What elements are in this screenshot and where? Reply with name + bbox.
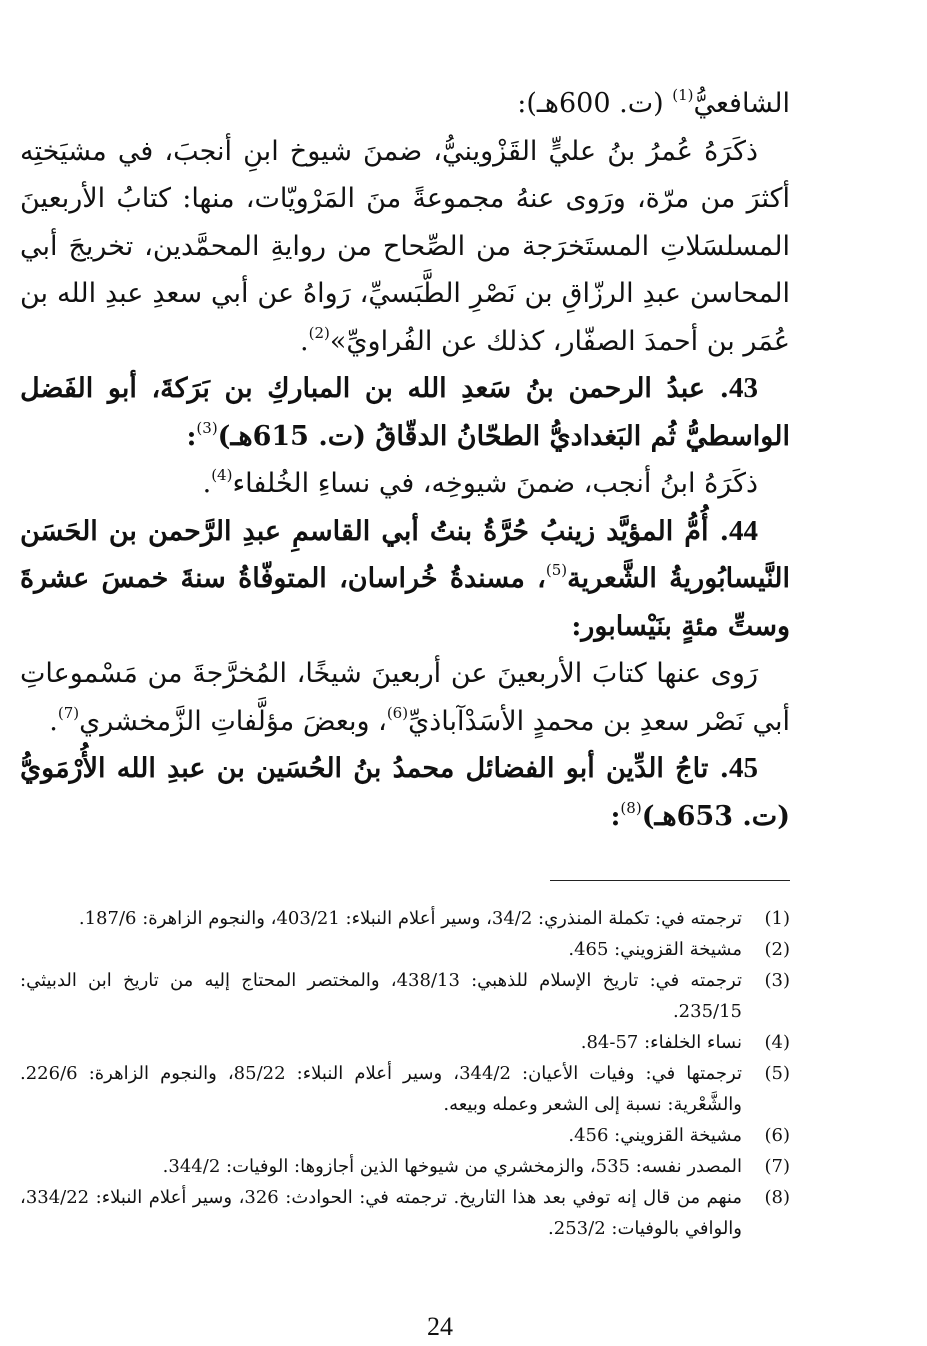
- footnote-text: مشيخة القزويني: 465.: [568, 939, 742, 960]
- footnote-number: (7): [764, 1156, 790, 1177]
- footnote-text: نساء الخلفاء: 57-84.: [580, 1032, 742, 1053]
- footnote-number: (6): [764, 1125, 790, 1146]
- footnote-5: [20, 1058, 790, 1120]
- footnote-text: المصدر نفسه: 535، والزمخشري من شيوخها الذين أجازوها: الوفيات: 344/2.: [162, 1156, 742, 1177]
- footnote-number: (4): [764, 1032, 790, 1053]
- footnote-number: (5): [764, 1063, 790, 1084]
- footnote-3: [20, 965, 790, 1027]
- paragraph-4: ذكَرَهُ ابنُ أنجب، ضمنَ شيوخِه، في نساءِ الخُلفاء$^{(4)}$.: [202, 466, 758, 499]
- paragraph-1: الشافعيُّ$^{(1)}$ (ت. 600هـ):: [517, 86, 790, 119]
- entry-number: 45: [729, 752, 758, 784]
- footnote-number: (8): [764, 1187, 790, 1208]
- footnote-4: [20, 1027, 790, 1058]
- footnote-1: [20, 903, 790, 934]
- entry-44: 44. أُمُّ المؤيَّد زينبُ حُرَّةُ بنتُ أبي القاسمِ عبدِ الرَّحمن بن الحَسَن النَّيسابُوريةُ الشَّعرية$^{(5)}$، مسندةُ خُراسان، المتوفّاةُ سنةَ خمسَ عشرةَ وستِّ مئةٍ بنَيْسابور:: [20, 514, 790, 642]
- entry-45: 45. تاجُ الدِّين أبو الفضائل محمدُ بنُ الحُسَين بن عبدِ الله الأُرْمَويُّ (ت. 653هـ)$^{(8)}$:: [20, 752, 790, 832]
- footnote-text: ترجمتها في: وفيات الأعيان: 344/2، وسير أعلام النبلاء: 85/22، والنجوم الزاهرة: 226/6. والشَّعْرية: نسبة إلى الشعر وعمله وبيعه.: [20, 1063, 742, 1115]
- footnote-text: مشيخة القزويني: 456.: [568, 1125, 742, 1146]
- page-number: 24: [427, 1312, 453, 1341]
- page: [20, 80, 790, 1244]
- footnote-6: [20, 1120, 790, 1151]
- paragraph-6: رَوى عنها كتابَ الأربعينَ عن أربعينَ شيخًا، المُخرَّجةَ من مَسْموعاتِ أبي نَصْر سعدِ بن محمدٍ الأسَدْآباذيِّ$^{(6)}$، وبعضَ مؤلَّفاتِ الزَّمخشري$^{(7)}$.: [20, 658, 790, 737]
- footnote-number: (3): [764, 970, 790, 991]
- entry-number: 44: [729, 514, 758, 547]
- footnote-7: [20, 1151, 790, 1182]
- footnote-divider: [550, 880, 790, 881]
- footnote-ref-5[interactable]: (5): [545, 561, 568, 579]
- footnote-ref-2[interactable]: (2): [308, 323, 330, 342]
- footnote-ref-1[interactable]: (1): [672, 86, 694, 104]
- footnote-text: منهم من قال إنه توفي بعد هذا التاريخ. ترجمته في: الحوادث: 326، وسير أعلام النبلاء: 334/22، والوافي بالوفيات: 253/2.: [20, 1187, 743, 1239]
- footnote-8: [20, 1182, 790, 1244]
- footnote-ref-8[interactable]: (8): [620, 798, 642, 817]
- footnote-text: ترجمته في: تاريخ الإسلام للذهبي: 438/13، والمختصر المحتاج إليه من تاريخ ابن الدبيثي: 235/15.: [20, 970, 742, 1022]
- footnote-text: ترجمته في: تكملة المنذري: 34/2، وسير أعلام النبلاء: 403/21، والنجوم الزاهرة: 187/6.: [78, 908, 742, 929]
- footnotes: [20, 903, 790, 1244]
- footnote-ref-3[interactable]: (3): [196, 418, 218, 437]
- footnote-ref-4[interactable]: (4): [211, 466, 233, 484]
- main-text: [20, 80, 790, 840]
- footnote-2: [20, 934, 790, 965]
- footnote-ref-7[interactable]: (7): [57, 703, 80, 722]
- entry-number: 43: [729, 372, 758, 404]
- footnote-ref-6[interactable]: (6): [386, 703, 409, 722]
- footnote-number: (2): [764, 939, 790, 960]
- paragraph-2: ذكَرَهُ عُمرُ بنُ عليٍّ القَزْوينيُّ، ضمنَ شيوخ ابنِ أنجبَ، في مشيَختِه أكثرَ من مرّة، ورَوى عنهُ مجموعةً منَ المَرْويّات، منها: كتابُ الأربعينَ المسلسَلاتِ المستَخرَجة من الصِّحاح من روايةِ المحمَّدين، تخريجَ أبي المحاسن عبدِ الرزّاقِ بن نَصْرِ الطَّبَسيِّ، رَواهُ عن أبي سعدِ عبدِ الله بن عُمَر بن أحمدَ الصفّار، كذلك عن الفُراويِّ»$^{(2)}$.: [20, 135, 790, 357]
- footnote-number: (1): [764, 908, 790, 929]
- entry-43: 43. عبدُ الرحمن بنُ سَعدِ الله بن المباركِ بن بَرَكةَ، أبو الفَضل الواسطيُّ ثُم البَغداديُّ الطحّانُ الدقّاقُ (ت. 615هـ)$^{(3)}$:: [20, 372, 790, 452]
